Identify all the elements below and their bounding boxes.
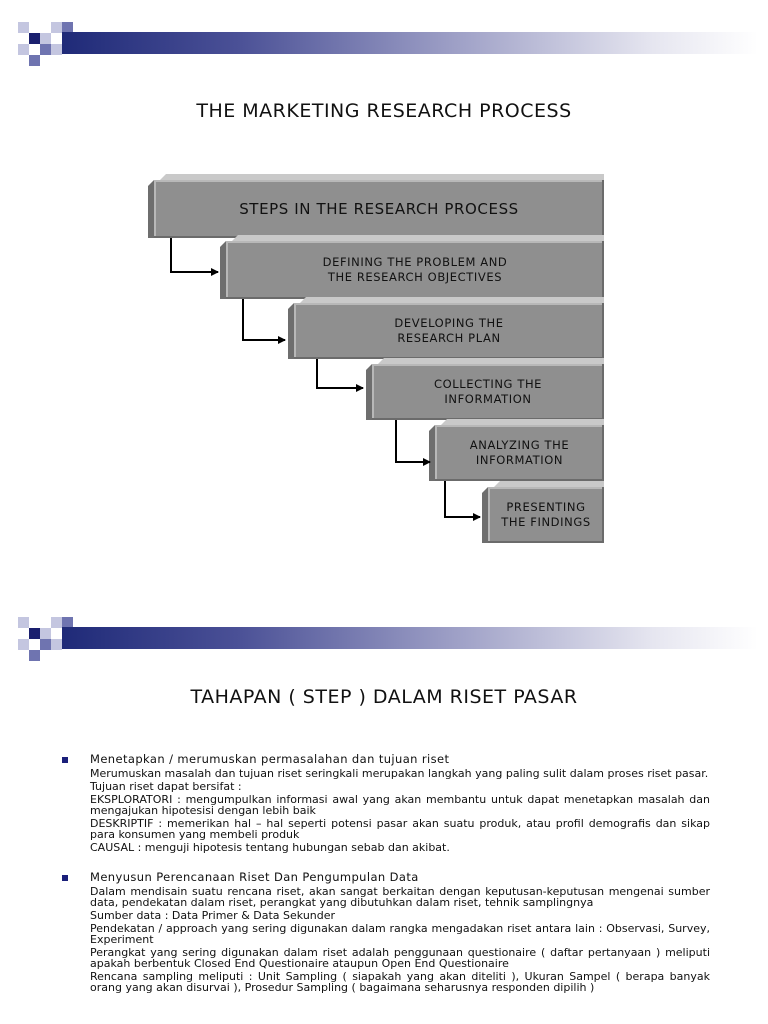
arrow-icon [396, 420, 430, 462]
arrow-icon [243, 299, 285, 340]
list-item-title: Menyusun Perencanaan Riset Dan Pengumpulan Data [90, 870, 419, 884]
slide-title: TAHAPAN ( STEP ) DALAM RISET PASAR [190, 686, 578, 708]
step-header-label: STEPS IN THE RESEARCH PROCESS [239, 199, 519, 218]
paragraph: Perangkat yang sering digunakan dalam riset adalah penggunaan questionaire ( daftar pertanyaan ) meliputi apakah berbentuk Closed End Questionaire ataupun Open End Questionaire [90, 946, 710, 970]
step-label: COLLECTING THE INFORMATION [433, 377, 543, 406]
paragraph: Merumuskan masalah dan tujuan riset seringkali merupakan langkah yang paling sulit dalam proses riset pasar. [90, 767, 709, 780]
slide-title: THE MARKETING RESEARCH PROCESS [196, 100, 572, 122]
paragraph: Rencana sampling meliputi : Unit Sampling ( siapakah yang akan diteliti ), Ukuran Sampel ( berapa banyak orang yang akan disurvai ), Prosedur Sampling ( bagaimana seharusnya responden dipilih ) [90, 970, 710, 994]
step-label: ANALYZING THE INFORMATION [469, 438, 570, 467]
step-label: DEFINING THE PROBLEM AND THE RESEARCH OBJECTIVES [322, 255, 508, 284]
list-item [60, 753, 710, 853]
paragraph: Dalam mendisain suatu rencana riset, akan sangat berkaitan dengan keputusan-keputusan mengenai sumber data, pendekatan dalam riset, perangkat yang dibutuhkan dalam riset, tehnik samplingnya [90, 885, 710, 909]
header-decoration [18, 617, 758, 661]
arrow-icon [445, 481, 480, 517]
paragraph: Tujuan riset dapat bersifat : [90, 780, 242, 793]
bullet-icon [62, 875, 68, 881]
paragraph: Sumber data : Data Primer & Data Sekunder [90, 909, 336, 922]
arrow-icon [317, 359, 363, 388]
paragraph: CAUSAL : menguji hipotesis tentang hubungan sebab dan akibat. [90, 841, 450, 854]
paragraph: EKSPLORATORI : mengumpulkan informasi awal yang akan membantu untuk dapat menetapkan masalah dan mengajukan hipotesisi dengan lebih baik [90, 793, 710, 817]
steps-list [60, 753, 710, 1011]
paragraph: Pendekatan / approach yang sering digunakan dalam rangka mengadakan riset antara lain : Observasi, Survey, Experiment [90, 922, 710, 946]
list-item-title: Menetapkan / merumuskan permasalahan dan tujuan riset [90, 752, 450, 766]
bullet-icon [62, 757, 68, 763]
paragraph: DESKRIPTIF : memerikan hal – hal seperti potensi pasar akan suatu produk, atau profil demografis dan sikap para konsumen yang membeli produk [90, 817, 710, 841]
step-label: PRESENTING THE FINDINGS [501, 500, 591, 529]
slide-tahapan-riset [0, 595, 768, 1024]
arrow-icon [171, 238, 218, 272]
list-item [60, 871, 710, 993]
step-label: DEVELOPING THE RESEARCH PLAN [394, 316, 504, 345]
